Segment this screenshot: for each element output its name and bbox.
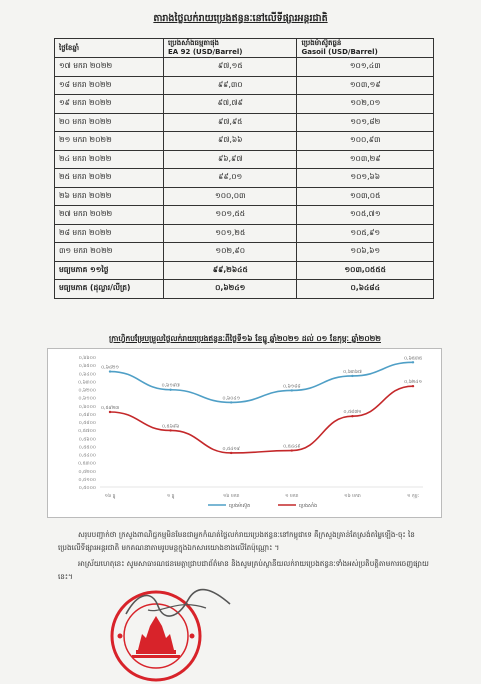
data-label: ០,៥៨៧១ bbox=[343, 410, 362, 416]
table-row bbox=[55, 169, 434, 188]
data-label: ០,៥៤៤៩ bbox=[283, 444, 301, 450]
header-ea92-en: EA 92 (USD/Barrel) bbox=[168, 48, 243, 56]
cell-gasoil: ១០៥,៩១ bbox=[297, 224, 434, 243]
cell-date: ១៨ មករា ២០២២ bbox=[55, 76, 164, 95]
table-header-row bbox=[55, 39, 434, 58]
table-row bbox=[55, 132, 434, 151]
x-tick-label: ១៦ មករា bbox=[344, 494, 361, 499]
chart-title: ក្រាហ្វិកបម្រែបម្រួលថ្លៃលក់រាយប្រេងឥន្ធនៈពីថ្ងៃទី១៦ ខែធ្នូ ឆ្នាំ២០២១ ដល់ ០១ ខែកុម្ភៈ ឆ្នាំ២០២២ bbox=[109, 334, 381, 343]
y-tick-label: ០,៥៩០០ bbox=[78, 412, 96, 418]
y-tick-label: ០,៥៨០០ bbox=[78, 421, 96, 426]
data-point bbox=[351, 375, 353, 377]
cell-ea92: ៩៧,៧៩ bbox=[164, 95, 297, 114]
data-point bbox=[291, 449, 293, 451]
y-tick-label: ០,៦៣០០ bbox=[77, 380, 96, 386]
data-label: ០,៦៥៣៥ bbox=[403, 356, 423, 362]
cell-date: ២៥ មករា ២០២២ bbox=[55, 169, 164, 188]
data-label: ០,៥៦៩៦ bbox=[161, 424, 180, 430]
avg-ea92: ៩៩,២៦៤៥ bbox=[164, 261, 297, 280]
cell-gasoil: ១០២,០១ bbox=[297, 95, 434, 114]
table-row-average-liter bbox=[55, 280, 434, 299]
data-label: ០,៥៤១៩ bbox=[222, 446, 240, 452]
y-tick-label: ០,៦០០០ bbox=[78, 404, 96, 410]
data-point bbox=[230, 452, 232, 454]
y-tick-label: ០,៦៦០០ bbox=[78, 356, 96, 361]
cell-gasoil: ១០១,៦៦ bbox=[297, 169, 434, 188]
cell-ea92: ១០២,៩០ bbox=[164, 243, 297, 262]
data-label: ០,៦០៤១ bbox=[222, 396, 240, 402]
y-tick-label: ០,៦៤០០ bbox=[78, 372, 96, 378]
avg-liter-label: មធ្យមភាគ (ដុល្លារ/លីត្រ) bbox=[55, 280, 164, 299]
cell-ea92: ១០១,៥៥ bbox=[164, 206, 297, 225]
data-label: ០,៥៩២៣ bbox=[100, 406, 120, 412]
avg-liter-ea92: ០,៦២៤១ bbox=[164, 280, 297, 299]
data-label: ០,៦៣៦៧ bbox=[343, 369, 362, 375]
price-table bbox=[54, 38, 434, 299]
cell-gasoil: ១០៣,០៥ bbox=[297, 187, 434, 206]
legend-label: ប្រេងសាំង bbox=[299, 504, 318, 509]
x-tick-label: ១៦ មករា bbox=[222, 494, 240, 499]
legend-label: ប្រេងម៉ាស៊ូត bbox=[229, 504, 251, 509]
cell-date: ២៨ មករា ២០២២ bbox=[55, 224, 164, 243]
table-row bbox=[55, 76, 434, 95]
table-row bbox=[55, 58, 434, 77]
x-tick-label: ១ មករា bbox=[285, 494, 299, 499]
cell-date: ២១ មករា ២០២២ bbox=[55, 132, 164, 151]
y-tick-label: ០,៥០០០ bbox=[78, 486, 96, 491]
table-row bbox=[55, 224, 434, 243]
y-tick-label: ០,៦២០០ bbox=[78, 388, 96, 394]
header-ea92 bbox=[164, 39, 297, 58]
table-row bbox=[55, 150, 434, 169]
cell-gasoil: ១០៥,៧១ bbox=[297, 206, 434, 225]
table-row bbox=[55, 206, 434, 225]
data-label: ០,៦៤២១ bbox=[101, 365, 119, 371]
header-gasoil-en: Gasoil (USD/Barrel) bbox=[301, 48, 378, 56]
table-row-average bbox=[55, 261, 434, 280]
y-tick-label: ០,៥៧០០ bbox=[78, 429, 96, 435]
cell-ea92: ៩៦,៩៧ bbox=[164, 150, 297, 169]
cell-gasoil: ១០១,៨២ bbox=[297, 113, 434, 132]
x-tick-label: ១ ធ្នូ bbox=[166, 494, 175, 499]
avg-gasoil: ១០៣,០៥៥៥ bbox=[297, 261, 434, 280]
table-row bbox=[55, 113, 434, 132]
cell-gasoil: ១០៣,១៩ bbox=[297, 76, 434, 95]
series-line-0 bbox=[110, 362, 413, 402]
y-tick-label: ០,៥៣០០ bbox=[77, 461, 96, 467]
chart-svg bbox=[48, 349, 441, 517]
data-point bbox=[412, 385, 414, 387]
header-gasoil bbox=[297, 39, 434, 58]
y-tick-label: ០,៦១០០ bbox=[78, 396, 96, 402]
data-label: ០,៦១៨៨ bbox=[283, 384, 301, 390]
data-point bbox=[169, 389, 171, 391]
data-point bbox=[109, 411, 111, 413]
cell-date: ១៩ មករា ២០២២ bbox=[55, 95, 164, 114]
header-gasoil-kh: ប្រេងម៉ាស៊ូតធ្ងន់ bbox=[301, 39, 342, 47]
y-tick-label: ០,៦៥០០ bbox=[78, 364, 96, 370]
cell-ea92: ៩៧,៦៦ bbox=[164, 132, 297, 151]
cell-gasoil: ១០១,៤៣ bbox=[297, 58, 434, 77]
table-row bbox=[55, 187, 434, 206]
y-tick-label: ០,៥៦០០ bbox=[78, 437, 96, 443]
x-tick-label: ១ កុម្ភៈ bbox=[407, 494, 419, 499]
paragraph-notice: អាស្រ័យហេតុនេះ សូមសាធារណជនមេត្តាជ្រាបជាព័ត៌មាន និងសូមគ្រប់ស្ថានីយលក់រាយប្រេងឥន្ធនៈទាំងអស់ប្រតិបត្តិតាមការចេញផ្សាយនេះ។ bbox=[58, 559, 429, 581]
cell-date: ២៧ មករា ២០២២ bbox=[55, 206, 164, 225]
table-row bbox=[55, 95, 434, 114]
cell-ea92: ៩៧,១៥ bbox=[164, 58, 297, 77]
cell-ea92: ៩៩,៣០ bbox=[164, 76, 297, 95]
cell-gasoil: ១០០,៩៣ bbox=[297, 132, 434, 151]
cell-ea92: ១០១,២៥ bbox=[164, 224, 297, 243]
y-tick-label: ០,៥៤០០ bbox=[78, 453, 96, 459]
data-point bbox=[291, 389, 293, 391]
cell-date: ២៤ មករា ២០២២ bbox=[55, 150, 164, 169]
cell-date: ២៦ មករា ២០២២ bbox=[55, 187, 164, 206]
header-ea92-kh: ប្រេងសាំងធម្មតាផុង bbox=[168, 39, 219, 47]
cell-gasoil: ១០៦,៦១ bbox=[297, 243, 434, 262]
y-tick-label: ០,៥១០០ bbox=[78, 477, 96, 483]
data-point bbox=[351, 415, 353, 417]
data-point bbox=[109, 370, 111, 372]
price-chart bbox=[47, 348, 442, 518]
data-point bbox=[169, 429, 171, 431]
table-row bbox=[55, 243, 434, 262]
data-label: ០,៦២៤១ bbox=[404, 380, 422, 386]
data-label: ០,៦១៩៧ bbox=[161, 383, 180, 389]
cell-date: ២០ មករា ២០២២ bbox=[55, 113, 164, 132]
avg-liter-gasoil: ០,៦៤៨៤ bbox=[297, 280, 434, 299]
cell-ea92: ១០០,០៣ bbox=[164, 187, 297, 206]
cell-date: ១៧ មករា ២០២២ bbox=[55, 58, 164, 77]
signature-icon bbox=[118, 584, 238, 624]
cell-ea92: ៩៧,៩៥ bbox=[164, 113, 297, 132]
table-body bbox=[55, 58, 434, 262]
cell-ea92: ៩៩,០១ bbox=[164, 169, 297, 188]
y-tick-label: ០,៥២០០ bbox=[78, 469, 96, 475]
y-tick-label: ០,៥៥០០ bbox=[78, 445, 96, 451]
avg-label: មធ្យមភាគ ១១ថ្ងៃ bbox=[55, 261, 164, 280]
paragraph-summary: សរុបបញ្ជាក់ថា ក្រសួងពាណិជ្ជកម្មមិនមែនជាអ្នកកំណត់ថ្លៃលក់រាយប្រេងឥន្ធនៈនៅកម្ពុជាទេ គឺក្រសួងគ្រាន់តែស្រង់តម្លៃឡើង-ចុះ នៃប្រេងលើទីផ្សារអន្តរជាតិ មកគណនាតាមរូបមន្តក្នុងឯកសារយោងខាងលើតែប៉ុណ្ណោះ ។ bbox=[58, 530, 415, 552]
cell-gasoil: ១០៣,២៩ bbox=[297, 150, 434, 169]
header-date: ថ្ងៃខែឆ្នាំ bbox=[55, 39, 164, 58]
cell-date: ៣១ មករា ២០២២ bbox=[55, 243, 164, 262]
x-tick-label: ១៦ ធ្នូ bbox=[104, 494, 116, 499]
page-title: តារាងថ្លៃលក់រាយប្រេងឥន្ធនៈនៅលើទីផ្សារអន្តរជាតិ bbox=[153, 13, 328, 24]
data-point bbox=[230, 401, 232, 403]
data-point bbox=[412, 361, 414, 363]
